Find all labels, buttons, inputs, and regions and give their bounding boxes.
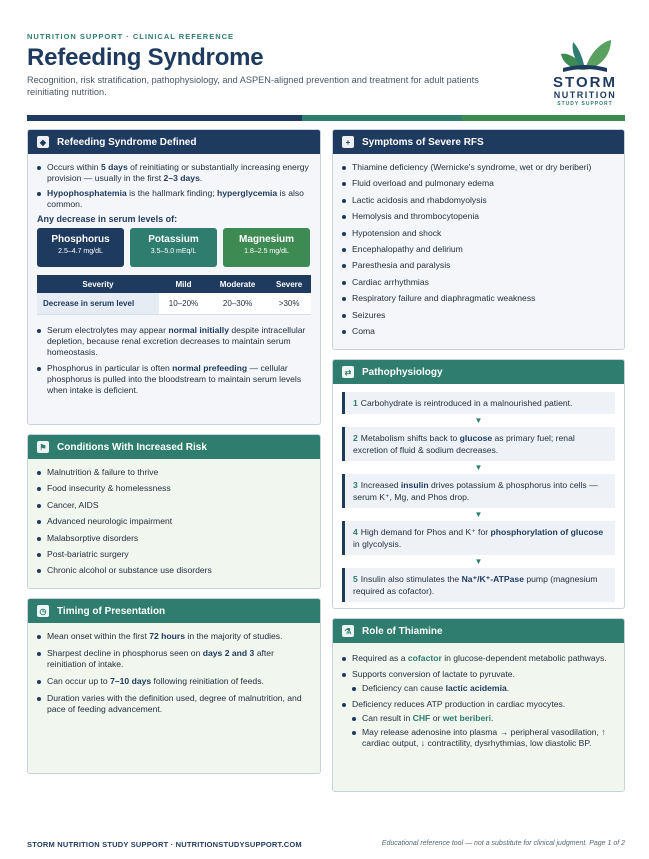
list-item: Respiratory failure and diaphragmatic weakness [342, 293, 615, 304]
table-header: Moderate [208, 275, 267, 293]
leaves-book-icon [557, 34, 613, 74]
flag-icon: ⚑ [37, 441, 49, 453]
list-item: Cardiac arrhythmias [342, 277, 615, 288]
card-title: Conditions With Increased Risk [57, 441, 207, 453]
card-title: Pathophysiology [362, 366, 443, 378]
tile-magnesium: Magnesium 1.8–2.5 mg/dL [223, 228, 310, 267]
card-timing [27, 598, 321, 774]
tile-phosphorus: Phosphorus 2.5–4.7 mg/dL [37, 228, 124, 267]
plus-icon: + [342, 136, 354, 148]
patho-step: 4 High demand for Phos and K⁺ for phosphorylation of glucose in glycolysis. [342, 521, 615, 555]
list-item: Cancer, AIDS [37, 500, 311, 511]
flask-icon: ⚗ [342, 625, 354, 637]
list-item: Deficiency reduces ATP production in cardiac myocytes. Can result in CHF or wet beriberi. May release adenosine into plasma → peripheral vasodilation, ↑ cardiac output, ↓ contractility, dysrhythmias, low diastolic BP. [342, 699, 615, 749]
card-conditions-risk [27, 434, 321, 589]
table-cell: Decrease in serum level [37, 293, 159, 314]
footer-brand: STORM NUTRITION STUDY SUPPORT · NUTRITIONSTUDYSUPPORT.COM [27, 840, 302, 849]
card-title: Symptoms of Severe RFS [362, 136, 484, 148]
eyebrow: NUTRITION SUPPORT · CLINICAL REFERENCE [27, 32, 235, 41]
card-header [333, 360, 624, 384]
table-row [37, 293, 311, 314]
list-item: Sharpest decline in phosphorus seen on days 2 and 3 after reinitiation of intake. [37, 648, 311, 670]
header-accent-bar [27, 115, 625, 121]
electrolyte-tiles [37, 228, 311, 267]
down-arrow-icon: ▼ [474, 510, 483, 519]
list-item: Encephalopathy and delirium [342, 244, 615, 255]
card-pathophysiology [332, 359, 625, 609]
logo-text-study-support: STUDY SUPPORT [557, 101, 613, 107]
patho-step: 3 Increased insulin drives potassium & phosphorus into cells — serum K⁺, Mg, and Phos drop. [342, 474, 615, 508]
list-item: Fluid overload and pulmonary edema [342, 178, 615, 189]
list-item: Coma [342, 326, 615, 337]
logo-text-nutrition: NUTRITION [553, 90, 617, 100]
swap-arrows-icon: ⇄ [342, 366, 354, 378]
page-subtitle: Recognition, risk stratification, pathophysiology, and ASPEN-aligned prevention and treatment for adult patients reinitiating nutrition. [27, 75, 479, 97]
list-item: Occurs within 5 days of reinitiating or substantially increasing energy provision — usually in the first 2–3 days. [37, 162, 311, 184]
list-item: Hypotension and shock [342, 228, 615, 239]
list-item: Seizures [342, 310, 615, 321]
table-header: Mild [159, 275, 208, 293]
list-item: Chronic alcohol or substance use disorders [37, 565, 311, 576]
list-item: Can occur up to 7–10 days following reinitiation of feeds. [37, 676, 311, 687]
down-arrow-icon: ▼ [474, 463, 483, 472]
page-title: Refeeding Syndrome [27, 44, 264, 71]
diamond-icon: ◆ [37, 136, 49, 148]
sub-list-item: Can result in CHF or wet beriberi. [352, 713, 615, 724]
list-item: Mean onset within the first 72 hours in the majority of studies. [37, 631, 311, 642]
patho-step: 1 Carbohydrate is reintroduced in a malnourished patient. [342, 392, 615, 414]
tile-potassium: Potassium 3.5–5.0 mEq/L [130, 228, 217, 267]
list-item: Malnutrition & failure to thrive [37, 467, 311, 478]
footer-disclaimer: Educational reference tool — not a substitute for clinical judgment. Page 1 of 2 [381, 840, 625, 847]
card-title: Refeeding Syndrome Defined [57, 136, 197, 148]
card-header [28, 130, 320, 154]
card-role-of-thiamine [332, 618, 625, 792]
list-item: Paresthesia and paralysis [342, 260, 615, 271]
card-title: Role of Thiamine [362, 625, 443, 637]
patho-step: 5 Insulin also stimulates the Na⁺/K⁺-ATPase pump (magnesium required as cofactor). [342, 568, 615, 602]
list-item: Supports conversion of lactate to pyruvate. Deficiency can cause lactic acidemia. [342, 669, 615, 694]
section-label: Any decrease in serum levels of: [37, 214, 178, 224]
card-symptoms [332, 129, 625, 350]
list-item: Advanced neurologic impairment [37, 516, 311, 527]
sub-list-item: May release adenosine into plasma → peripheral vasodilation, ↑ cardiac output, ↓ contractility, dysrhythmias, low diastolic BP. [352, 727, 615, 749]
card-header [28, 599, 320, 623]
list-item: Lactic acidosis and rhabdomyolysis [342, 195, 615, 206]
down-arrow-icon: ▼ [474, 416, 483, 425]
table-header: Severe [267, 275, 311, 293]
list-item: Hemolysis and thrombocytopenia [342, 211, 615, 222]
down-arrow-icon: ▼ [474, 557, 483, 566]
table-header: Severity [37, 275, 159, 293]
list-item: Required as a cofactor in glucose-dependent metabolic pathways. [342, 653, 615, 664]
clock-icon: ◷ [37, 605, 49, 617]
list-item: Duration varies with the definition used, degree of malnutrition, and pace of feeding advancement. [37, 693, 311, 715]
list-item: Hypophosphatemia is the hallmark finding; hyperglycemia is also common. [37, 188, 311, 210]
list-item: Phosphorus in particular is often normal prefeeding — cellular phosphorus is pulled into the bloodstream to maintain serum levels when intake is deficient. [37, 363, 311, 396]
table-cell: 10–20% [159, 293, 208, 314]
card-header [333, 130, 624, 154]
card-title: Timing of Presentation [57, 605, 166, 617]
list-item: Malabsorptive disorders [37, 533, 311, 544]
list-item: Food insecurity & homelessness [37, 483, 311, 494]
patho-step: 2 Metabolism shifts back to glucose as primary fuel; renal excretion of fluid & sodium decreases. [342, 427, 615, 461]
list-item: Post-bariatric surgery [37, 549, 311, 560]
sub-list-item: Deficiency can cause lactic acidemia. [352, 683, 615, 694]
table-cell: 20–30% [208, 293, 267, 314]
severity-table [37, 275, 311, 315]
storm-nutrition-logo [547, 34, 623, 108]
card-header [28, 435, 320, 459]
table-cell: >30% [267, 293, 311, 314]
card-rfs-defined [27, 129, 321, 425]
list-item: Serum electrolytes may appear normal initially despite intracellular depletion, because renal excretion decreases to maintain serum homeostasis. [37, 325, 311, 358]
list-item: Thiamine deficiency (Wernicke's syndrome, wet or dry beriberi) [342, 162, 615, 173]
logo-text-storm: STORM [553, 74, 617, 91]
card-header [333, 619, 624, 643]
